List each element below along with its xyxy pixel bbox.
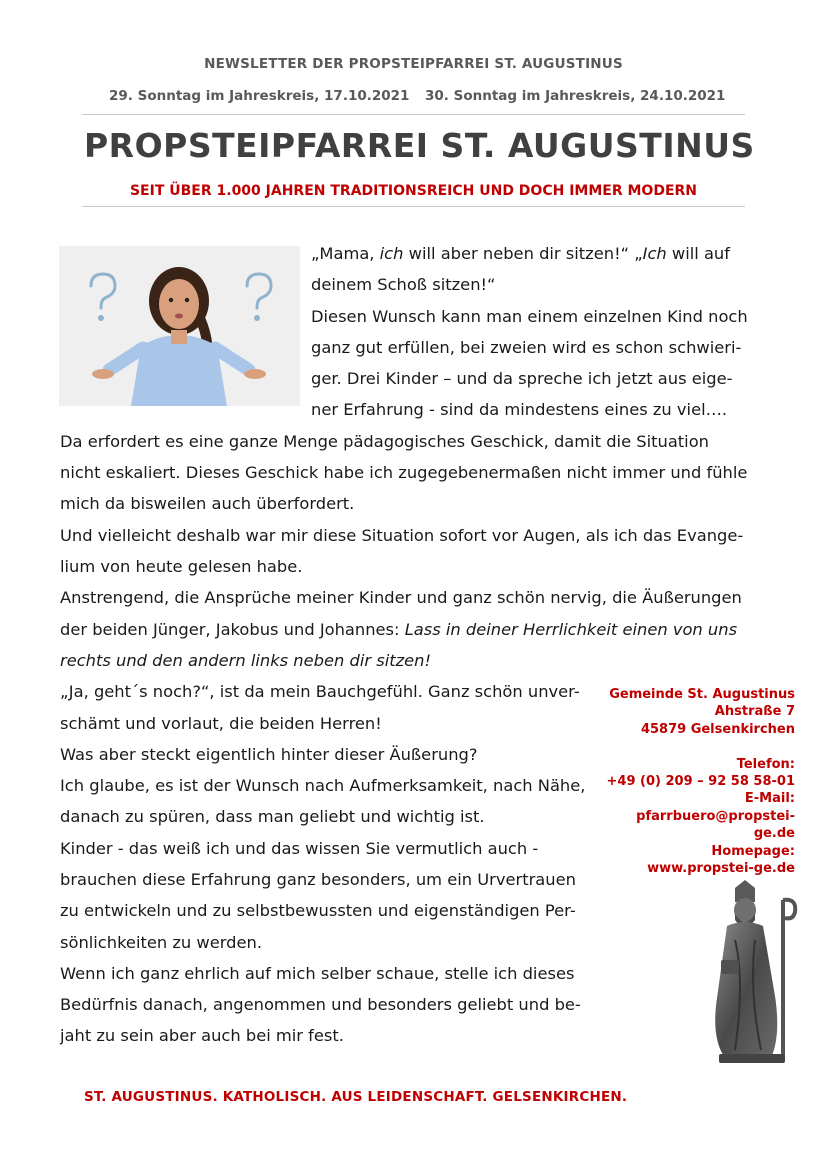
contact-phone[interactable]: +49 (0) 209 – 92 58 58-01 (606, 774, 795, 790)
body-line-20: Kinder - das weiß ich und das wissen Sie vermutlich auch - (60, 839, 539, 858)
body-line-22: zu entwickeln und zu selbstbewussten und eigenständigen Per- (60, 901, 576, 920)
body-line-23: sönlichkeiten zu werden. (60, 933, 262, 952)
body-line-3: Diesen Wunsch kann man einem einzelnen Kind noch (311, 307, 748, 326)
body-line-7: Da erfordert es eine ganze Menge pädagogisches Geschick, damit die Situation (60, 432, 709, 451)
body-line-24: Wenn ich ganz ehrlich auf mich selber schaue, stelle ich dieses (60, 964, 575, 983)
body-line-5: ger. Drei Kinder – und da spreche ich jetzt aus eige- (311, 369, 733, 388)
body-line-2: deinem Schoß sitzen!“ (311, 275, 496, 294)
body-line-8: nicht eskaliert. Dieses Geschick habe ich zugegebenermaßen nicht immer und fühle (60, 463, 748, 482)
body-line-25: Bedürfnis danach, angenommen und besonders geliebt und be- (60, 995, 581, 1014)
date-left: 29. Sonntag im Jahreskreis, 17.10.2021 (109, 88, 410, 104)
body-line-4: ganz gut erfüllen, bei zweien wird es schon schwieri- (311, 338, 742, 357)
contact-spacer (565, 738, 795, 755)
article-photo (59, 246, 300, 406)
body-line-10: Und vielleicht deshalb war mir diese Situation sofort vor Augen, als ich das Evange- (60, 526, 744, 545)
contact-phone-label: Telefon: (736, 756, 795, 772)
contact-homepage-link[interactable]: www.propstei-ge.de (647, 861, 795, 877)
page-title: PROPSTEIPFARREI ST. AUGUSTINUS (84, 126, 755, 165)
body-line-9: mich da bisweilen auch überfordert. (60, 494, 355, 513)
body-line-16: schämt und vorlaut, die beiden Herren! (60, 714, 382, 733)
contact-street: Ahstraße 7 (714, 704, 795, 720)
body-line-15: „Ja, geht´s noch?“, ist da mein Bauchgefühl. Ganz schön unver- (60, 682, 580, 701)
contact-email-label: E-Mail: (744, 791, 795, 807)
body-line-18: Ich glaube, es ist der Wunsch nach Aufmerksamkeit, nach Nähe, (60, 776, 586, 795)
contact-email-2[interactable]: ge.de (753, 826, 795, 842)
contact-name: Gemeinde St. Augustinus (609, 687, 795, 702)
saint-statue-image (705, 880, 800, 1065)
contact-box (565, 686, 795, 877)
shrugging-woman-image (59, 246, 300, 406)
date-right: 30. Sonntag im Jahreskreis, 24.10.2021 (425, 88, 726, 104)
newsletter-title: NEWSLETTER DER PROPSTEIPFARREI ST. AUGUSTINUS (204, 56, 623, 72)
header-divider (82, 114, 745, 115)
body-line-14: rechts und den andern links neben dir sitzen! (60, 651, 432, 670)
page-subtitle: SEIT ÜBER 1.000 JAHREN TRADITIONSREICH UND DOCH IMMER MODERN (129, 183, 698, 199)
contact-email-1[interactable]: pfarrbuero@propstei- (636, 808, 795, 824)
body-line-19: danach zu spüren, dass man geliebt und wichtig ist. (60, 807, 485, 826)
contact-homepage-label: Homepage: (711, 843, 795, 859)
body-line-6: ner Erfahrung - sind da mindestens eines zu viel…. (311, 400, 728, 419)
body-line-26: jaht zu sein aber auch bei mir fest. (60, 1026, 344, 1045)
contact-city: 45879 Gelsenkirchen (640, 721, 795, 737)
footer-slogan: ST. AUGUSTINUS. KATHOLISCH. AUS LEIDENSCHAFT. GELSENKIRCHEN. (84, 1089, 628, 1105)
body-line-17: Was aber steckt eigentlich hinter dieser Äußerung? (60, 745, 478, 764)
body-line-12: Anstrengend, die Ansprüche meiner Kinder und ganz schön nervig, die Äußerungen (60, 588, 742, 607)
body-line-1: „Mama, ich will aber neben dir sitzen!“ „Ich will auf (311, 244, 730, 263)
subtitle-divider (82, 206, 745, 207)
body-line-11: lium von heute gelesen habe. (60, 557, 303, 576)
body-line-21: brauchen diese Erfahrung ganz besonders, um ein Urvertrauen (60, 870, 576, 889)
body-line-13: der beiden Jünger, Jakobus und Johannes: Lass in deiner Herrlichkeit einen von uns (60, 620, 738, 639)
